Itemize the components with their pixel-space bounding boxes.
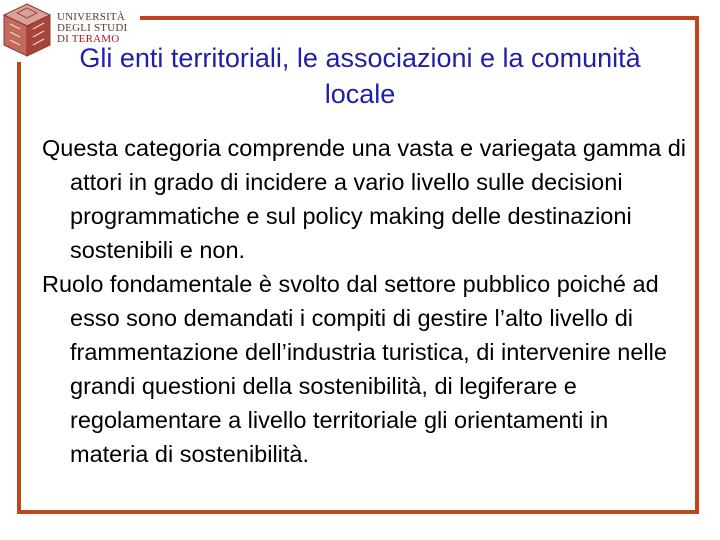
logo-line-1: UNIVERSITÀ bbox=[57, 11, 125, 23]
logo-line-3-prefix: DI bbox=[57, 33, 72, 45]
slide-body bbox=[42, 131, 692, 471]
body-paragraph-2: Ruolo fondamentale è svolto dal settore pubblico poiché ad esso sono demandati i compiti di gestire l’alto livello di frammentazione dell’industria turistica, di intervenire nelle grandi questioni della sostenibilità, di legiferare e regolamentare a livello territoriale gli orientamenti in materia di sostenibilità. bbox=[42, 271, 667, 467]
body-paragraph-1: Questa categoria comprende una vasta e variegata gamma di attori in grado di incidere a vario livello sulle decisioni programmatiche e sul policy making delle destinazioni sostenibili e non. bbox=[42, 135, 687, 263]
logo-line-2: DEGLI STUDI bbox=[57, 22, 128, 34]
university-cube-emblem-icon bbox=[2, 2, 52, 58]
slide-title: Gli enti territoriali, le associazioni e la comunità locale bbox=[79, 43, 641, 109]
logo-line-3-accent: TERAMO bbox=[71, 33, 120, 45]
